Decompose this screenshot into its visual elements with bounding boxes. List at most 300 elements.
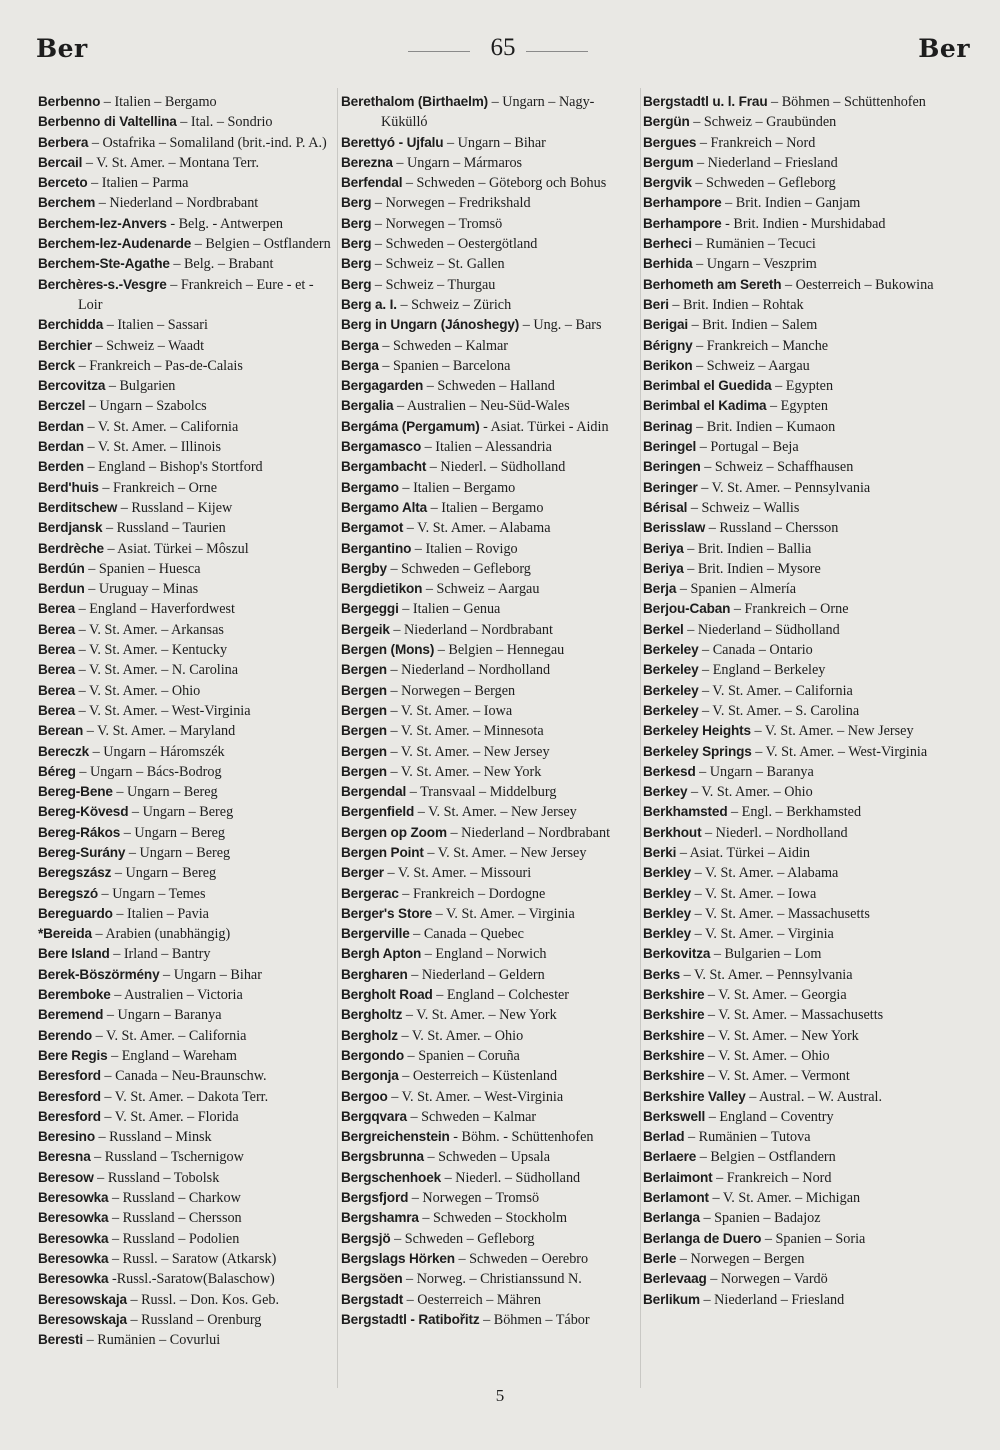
entry-description: – Italien – Parma (87, 175, 189, 192)
entry-description: – Asiat. Türkei – Môszul (103, 540, 249, 557)
entry-term: Bergholz (341, 1027, 398, 1043)
entry-term: Bergonja (341, 1068, 399, 1084)
entry-term: Beregszó (38, 885, 98, 901)
entry-term: Berg (341, 276, 372, 292)
entry-description: – V. St. Amer. – Ohio (704, 1047, 830, 1064)
gazetteer-entry (38, 1066, 334, 1086)
entry-term: Bergagarden (341, 378, 424, 394)
gazetteer-entry (38, 1168, 334, 1188)
entry-description: – Canada – Ontario (698, 642, 813, 659)
entry-term: Berkshire Valley (643, 1088, 746, 1104)
gazetteer-entry (643, 457, 943, 477)
entry-description: – V. St. Amer. – Missouri (383, 865, 532, 882)
entry-description: – Ungarn – Bereg (125, 844, 231, 861)
entry-term: Beresowka (38, 1230, 109, 1246)
gazetteer-entry (643, 640, 943, 660)
gazetteer-entry (341, 1026, 638, 1046)
gazetteer-entry (341, 701, 638, 721)
gazetteer-entry (38, 965, 334, 985)
gazetteer-entry (341, 193, 638, 213)
entry-description: – V. St. Amer. – New York (402, 1007, 557, 1024)
entry-description: – Ungarn – Bihar (159, 966, 262, 983)
entry-description: – V. St. Amer. – Iowa (386, 702, 513, 719)
entry-description: – Ungarn – Mármaros (392, 154, 523, 171)
gazetteer-entry (38, 356, 334, 376)
entry-description: – Italien – Pavia (112, 905, 209, 922)
entry-term: Bergschenhoek (341, 1169, 442, 1185)
gazetteer-entry (643, 782, 943, 802)
entry-term: Bergh Apton (341, 946, 422, 962)
gazetteer-entry (341, 518, 638, 538)
entry-description: – Ungarn – Temes (98, 885, 206, 902)
gazetteer-entry (38, 92, 334, 112)
gazetteer-entry (643, 336, 943, 356)
gazetteer-entry (38, 315, 334, 335)
entry-description: – Brit. Indien – Rohtak (668, 296, 804, 313)
entry-description: - Asiat. Türkei - Aidin (479, 418, 609, 435)
gazetteer-entry (38, 944, 334, 964)
gazetteer-entry (38, 1188, 334, 1208)
entry-term: Beresna (38, 1149, 91, 1165)
entry-description: – Bulgarien – Lom (710, 946, 822, 963)
entry-term: Berea (38, 621, 76, 637)
entry-term: Bergslags Hörken (341, 1250, 455, 1266)
gazetteer-entry (341, 1046, 638, 1066)
entry-term: Berea (38, 702, 76, 718)
entry-description: - Belg. - Antwerpen (166, 215, 283, 232)
gazetteer-entry (643, 681, 943, 701)
entry-description: – England – Berkeley (698, 662, 826, 679)
gazetteer-entry (643, 1046, 943, 1066)
entry-description: – Schweiz – Aargau (692, 357, 810, 374)
page-number: 65 (490, 34, 516, 61)
entry-term: Bergen (341, 682, 387, 698)
entry-description: – V. St. Amer. – West-Virginia (387, 1088, 564, 1105)
gazetteer-entry (38, 742, 334, 762)
gazetteer-entry (341, 173, 638, 193)
gazetteer-entry (643, 295, 943, 315)
entry-term: Bergeik (341, 621, 390, 637)
entry-description: – V. St. Amer. – Florida (100, 1108, 239, 1125)
entry-description: – V. St. Amer. – West-Virginia (75, 702, 251, 719)
entry-description: – Brit. Indien – Ganjam (721, 195, 861, 212)
entry-description: – V. St. Amer. – S. Carolina (698, 702, 860, 719)
entry-description: – Frankreich – Manche (692, 337, 829, 354)
entry-description: – Italien – Genua (398, 601, 501, 618)
entry-term: Béreg (38, 763, 76, 779)
entry-term: Berditschew (38, 499, 118, 515)
gazetteer-entry (341, 681, 638, 701)
entry-term: Bergshamra (341, 1210, 419, 1226)
entry-description: – Spanien – Barcelona (378, 357, 511, 374)
gazetteer-entry (643, 437, 943, 457)
entry-term: Bereg-Rákos (38, 824, 121, 840)
gazetteer-entry (341, 356, 638, 376)
gazetteer-entry (38, 498, 334, 518)
entry-description: – England – Coventry (705, 1108, 834, 1125)
entry-description: – Russland – Kijew (117, 499, 233, 516)
gazetteer-entry (643, 863, 943, 883)
gazetteer-entry (341, 1168, 638, 1188)
entry-term: Berkley (643, 885, 692, 901)
entry-term: Berkeley Heights (643, 723, 751, 739)
gazetteer-entry (38, 417, 334, 437)
entry-description: – Egypten (771, 378, 834, 395)
entry-term: Berean (38, 723, 84, 739)
entry-term: Berg (341, 215, 372, 231)
gazetteer-entry (341, 762, 638, 782)
gazetteer-entry (341, 1127, 638, 1147)
entry-term: Berks (643, 966, 681, 982)
entry-term: Beriya (643, 540, 684, 556)
gazetteer-entry (341, 1107, 638, 1127)
entry-term: Bergen (341, 763, 387, 779)
gazetteer-entry (38, 640, 334, 660)
gazetteer-entry (643, 884, 943, 904)
gazetteer-entry (341, 579, 638, 599)
entry-term: Berg a. I. (341, 296, 397, 312)
entry-description: – V. St. Amer. – Ohio (75, 682, 201, 699)
entry-term: Bergerac (341, 885, 399, 901)
entry-term: Berkhout (643, 824, 702, 840)
entry-description: – Irland – Bantry (109, 946, 211, 963)
entry-description: – V. St. Amer. – New Jersey (750, 723, 914, 740)
gazetteer-entry (38, 457, 334, 477)
entry-term: Berea (38, 601, 76, 617)
gazetteer-entry (341, 1066, 638, 1086)
gazetteer-entry (341, 275, 638, 295)
gazetteer-entry (341, 498, 638, 518)
entry-term: Bergamot (341, 520, 404, 536)
gazetteer-entry (38, 924, 334, 944)
gazetteer-entry (38, 802, 334, 822)
gazetteer-entry (341, 214, 638, 234)
gazetteer-entry (643, 1188, 943, 1208)
entry-term: Bereg-Bene (38, 784, 113, 800)
entry-term: Berek-Böszörmény (38, 966, 160, 982)
entry-description: – Schweden – Halland (423, 378, 555, 395)
gazetteer-entry (38, 133, 334, 153)
entry-description: – Oesterreich – Mähren (403, 1291, 541, 1308)
entry-description: – Schweden – Gefleborg (691, 175, 836, 192)
entry-description: – Russland – Minsk (94, 1129, 212, 1146)
gazetteer-entry (38, 1005, 334, 1025)
entry-description: – Frankreich – Orne (98, 479, 218, 496)
entry-term: Berger (341, 865, 384, 881)
entry-description: – Transvaal – Middelburg (406, 784, 557, 801)
gazetteer-entry (38, 539, 334, 559)
entry-term: Berlanga de Duero (643, 1230, 762, 1246)
entry-term: Bergreichenstein (341, 1129, 450, 1145)
entry-term: Bergendal (341, 784, 407, 800)
entry-description: – V. St. Amer. – Virginia (432, 905, 575, 922)
entry-description: – Frankreich – Nord (712, 1169, 832, 1186)
entry-description: – Russl. – Saratow (Atkarsk) (108, 1250, 277, 1267)
gazetteer-entry (341, 1208, 638, 1228)
gazetteer-entry (643, 153, 943, 173)
entry-description: – Schweden – Upsala (423, 1149, 551, 1166)
entry-term: Berkley (643, 926, 692, 942)
entry-description: – Schweden – Gefleborg (386, 560, 531, 577)
entry-description: – Australien – Neu-Süd-Wales (393, 398, 570, 415)
entry-description: – Schweiz – Schaffhausen (700, 459, 854, 476)
entry-term: Bercail (38, 154, 83, 170)
entry-description: – Spanien – Almería (676, 581, 797, 598)
entry-term: Berlad (643, 1129, 685, 1145)
entry-term: Berea (38, 682, 76, 698)
entry-term: Berendo (38, 1027, 93, 1043)
gazetteer-entry (38, 884, 334, 904)
gazetteer-entry (341, 660, 638, 680)
entry-description: – Böhmen – Schüttenhofen (767, 94, 926, 110)
entry-term: Berdjansk (38, 520, 103, 536)
entry-term: Berlamont (643, 1190, 709, 1206)
entry-description: – Niederl. – Südholland (441, 1169, 581, 1186)
entry-description: – Ungarn – Bihar (443, 134, 546, 151)
header-keyword-left: Ber (36, 34, 88, 63)
gazetteer-entry (38, 985, 334, 1005)
entry-description: – V. St. Amer. – Vermont (704, 1068, 850, 1085)
entry-term: Bergby (341, 560, 387, 576)
gazetteer-entry (38, 1269, 334, 1289)
gazetteer-entry (643, 315, 943, 335)
entry-description: – Norwegen – Bergen (676, 1250, 805, 1267)
entry-term: Bere Island (38, 946, 110, 962)
gazetteer-entry (341, 904, 638, 924)
entry-term: Bergvik (643, 175, 692, 191)
entry-term: Berkshire (643, 1007, 705, 1023)
entry-term: Bergen (341, 723, 387, 739)
entry-description: – Ostafrika – Somaliland (brit.-ind. P. A.) (88, 134, 327, 151)
entry-term: Berkesd (643, 763, 696, 779)
entry-term: Berisslaw (643, 520, 706, 536)
entry-description: – England – Haverfordwest (75, 601, 236, 618)
entry-description: – Uruguay – Minas (84, 581, 199, 598)
entry-description: – Bulgarien (105, 378, 176, 395)
entry-description: – Frankreich – Pas-de-Calais (75, 357, 243, 374)
entry-description: – Belgien – Ostflandern (191, 236, 331, 253)
entry-description: – V. St. Amer. – California (698, 682, 853, 699)
entry-description: – Schweiz – Waadt (91, 337, 205, 354)
entry-description: – Spanien – Coruña (404, 1047, 520, 1064)
gazetteer-entry (341, 1229, 638, 1249)
entry-term: Berigai (643, 317, 689, 333)
entry-description: – Schweden – Kalmar (378, 337, 509, 354)
gazetteer-entry (643, 1168, 943, 1188)
gazetteer-entry (38, 1046, 334, 1066)
gazetteer-entry (643, 823, 943, 843)
header-keyword-right: Ber (918, 34, 970, 63)
gazetteer-entry (643, 944, 943, 964)
gazetteer-entry (341, 1087, 638, 1107)
entry-term: Beri (643, 296, 669, 312)
gazetteer-entry (38, 1107, 334, 1127)
entry-term: Bergeggi (341, 601, 399, 617)
entry-description: – V. St. Amer. – Maryland (83, 723, 236, 740)
entry-description: – V. St. Amer. – New York (704, 1027, 859, 1044)
gazetteer-entry (643, 660, 943, 680)
gazetteer-entry (38, 701, 334, 721)
entry-description: – Niederland – Nordbrabant (95, 195, 259, 212)
gazetteer-entry (341, 539, 638, 559)
entry-term: Berethalom (Birthaelm) (341, 94, 489, 109)
gazetteer-entry (38, 1147, 334, 1167)
entry-term: Beringer (643, 479, 698, 495)
entry-description: - Böhm. - Schüttenhofen (449, 1129, 594, 1146)
entry-description: – Norwegen – Vardö (706, 1271, 828, 1288)
gazetteer-entry (643, 701, 943, 721)
entry-term: Berlaere (643, 1149, 697, 1165)
entry-description: – V. St. Amer. – New Jersey (423, 844, 587, 861)
gazetteer-entry (341, 1005, 638, 1025)
entry-description: – V. St. Amer. – Ohio (687, 784, 813, 801)
entry-term: Beresowka (38, 1210, 109, 1226)
gazetteer-entry (643, 924, 943, 944)
entry-description: – Niederland – Geldern (407, 966, 545, 983)
gazetteer-entry (341, 559, 638, 579)
entry-term: Beriya (643, 560, 684, 576)
gazetteer-entry (341, 599, 638, 619)
entry-term: Bergholtz (341, 1007, 403, 1023)
gazetteer-entry (341, 884, 638, 904)
entry-description: – V. St. Amer. – Alabama (403, 520, 551, 537)
gazetteer-entry (38, 620, 334, 640)
gazetteer-entry (341, 843, 638, 863)
entry-description: – Russland – Chersson (705, 520, 839, 537)
entry-term: Bergondo (341, 1047, 404, 1063)
entry-term: Berkovitza (643, 946, 711, 962)
entry-description: – Ungarn – Nagy-Kükülló (381, 94, 595, 131)
gazetteer-entry (341, 742, 638, 762)
entry-description: – V. St. Amer. – New York (386, 763, 542, 780)
gazetteer-entry (341, 336, 638, 356)
gazetteer-entry (38, 478, 334, 498)
entry-column-2 (341, 92, 638, 1330)
column-divider (640, 88, 641, 1388)
gazetteer-entry (38, 1249, 334, 1269)
entry-term: Bergamasco (341, 439, 422, 455)
gazetteer-entry (38, 234, 334, 254)
entry-term: Bergsfjord (341, 1190, 409, 1206)
entry-term: Berki (643, 844, 677, 860)
entry-term: Berkshire (643, 1027, 705, 1043)
gazetteer-entry (643, 1087, 943, 1107)
gazetteer-entry (341, 782, 638, 802)
entry-term: Beresowskaja (38, 1291, 127, 1307)
entry-term: Berchères-s.-Vesgre (38, 276, 167, 292)
gazetteer-entry (341, 1147, 638, 1167)
entry-description: – Italien – Alessandria (421, 439, 552, 456)
gazetteer-entry (38, 904, 334, 924)
entry-term: Berhida (643, 256, 693, 272)
entry-description: – V. St. Amer. – California (92, 1027, 247, 1044)
gazetteer-entry (643, 904, 943, 924)
entry-description: – Schweiz – Wallis (687, 499, 800, 516)
entry-description: – V. St. Amer. – Ohio (397, 1027, 524, 1044)
entry-term: Bergharen (341, 966, 408, 982)
entry-description: – Russland – Podolien (108, 1230, 240, 1247)
entry-description: – Portugal – Beja (696, 439, 799, 456)
entry-description: – Ungarn – Baranya (695, 763, 814, 780)
entry-description: – Schweiz – Graubünden (689, 114, 837, 131)
gazetteer-entry (38, 1026, 334, 1046)
entry-description: – Ital. – Sondrio (176, 114, 273, 131)
gazetteer-entry (643, 478, 943, 498)
entry-description: – Frankreich – Orne (730, 601, 849, 618)
gazetteer-entry (38, 1208, 334, 1228)
entry-term: Beresowka (38, 1250, 109, 1266)
entry-description: – V. St. Amer. – Georgia (704, 987, 847, 1004)
entry-term: Beresford (38, 1088, 101, 1104)
entry-term: Berkswell (643, 1108, 706, 1124)
entry-term: Berhampore (643, 195, 722, 211)
gazetteer-entry (341, 924, 638, 944)
gazetteer-entry (341, 417, 638, 437)
gazetteer-entry (38, 173, 334, 193)
entry-description: – Niederland – Nordbrabant (446, 824, 611, 841)
entry-term: Berchier (38, 337, 92, 353)
entry-term: Berkel (643, 621, 684, 637)
entry-description: – Rumänien – Covurlui (83, 1332, 221, 1349)
entry-description: – V. St. Amer. – Dakota Terr. (100, 1088, 269, 1105)
gazetteer-entry (341, 640, 638, 660)
entry-term: Berg in Ungarn (Jánoshegy) (341, 317, 520, 333)
entry-term: Berkeley Springs (643, 743, 752, 759)
entry-column-3 (643, 92, 943, 1310)
entry-term: Berg (341, 195, 372, 211)
entry-term: Bergalia (341, 398, 394, 414)
entry-term: Beresino (38, 1129, 95, 1145)
entry-description: – V. St. Amer. – Arkansas (75, 621, 224, 638)
entry-term: Berfendal (341, 175, 403, 191)
entry-term: Bergamo (341, 479, 399, 495)
entry-description: – Russland – Taurien (102, 520, 226, 537)
entry-description: – V. St. Amer. – New Jersey (386, 743, 550, 760)
entry-term: Berjou-Caban (643, 601, 731, 617)
entry-description: – Böhmen – Tábor (479, 1311, 590, 1328)
entry-description: – Russl. – Don. Kos. Geb. (126, 1291, 280, 1308)
entry-term: Berea (38, 662, 76, 678)
entry-description: – Schweden – Stockholm (418, 1210, 568, 1227)
entry-description: – Niederland – Friesland (699, 1291, 845, 1308)
gazetteer-entry (643, 214, 943, 234)
entry-term: Bereg-Surány (38, 844, 126, 860)
gazetteer-entry (643, 1127, 943, 1147)
entry-term: Berinag (643, 418, 693, 434)
entry-column-1 (38, 92, 334, 1350)
gazetteer-entry (643, 742, 943, 762)
entry-term: Berchem (38, 195, 96, 211)
gazetteer-entry (643, 1107, 943, 1127)
gazetteer-entry (341, 944, 638, 964)
gazetteer-entry (38, 863, 334, 883)
entry-description: – Frankreich – Eure - et - Loir (78, 276, 314, 313)
entry-term: Berheci (643, 236, 692, 252)
entry-term: Berkeley (643, 682, 699, 698)
gazetteer-entry (643, 1208, 943, 1228)
gazetteer-entry (643, 1005, 943, 1025)
entry-term: Berd'huis (38, 479, 99, 495)
gazetteer-entry (643, 356, 943, 376)
gazetteer-entry (643, 1290, 943, 1310)
entry-term: Bere Regis (38, 1047, 108, 1063)
entry-term: Berczel (38, 398, 86, 414)
entry-description: – V. St. Amer. – Virginia (691, 926, 834, 943)
gazetteer-entry (38, 1229, 334, 1249)
entry-term: Bergen Point (341, 844, 424, 860)
entry-description: – Norwegen – Tromsö (408, 1190, 540, 1207)
entry-term: Berden (38, 459, 84, 475)
